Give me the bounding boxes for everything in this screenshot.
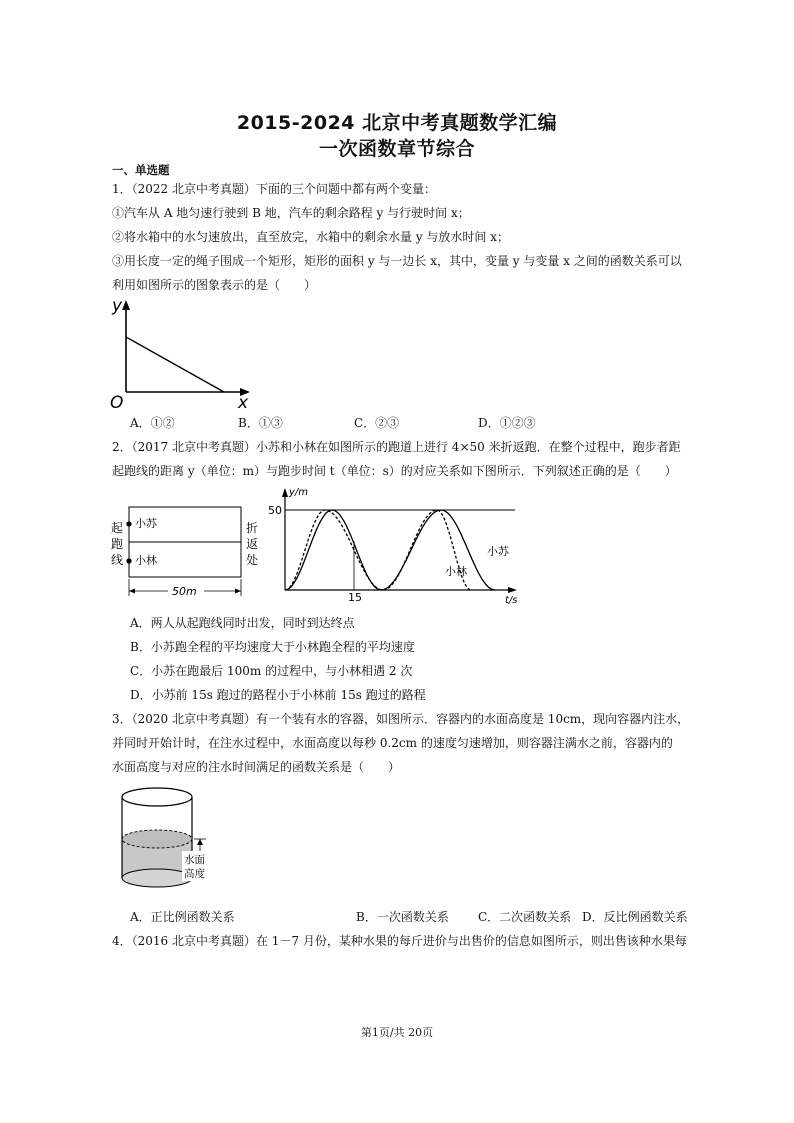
q3-line: 3．（2020 北京中考真题）有一个装有水的容器，如图所示．容器内的水面高度是 10cm，现向容器内注水， [112, 712, 690, 726]
dim-arrow [235, 589, 241, 594]
q1-line: ②将水箱中的水匀速放出，直至放完，水箱中的剩余水量 y 与放水时间 x； [112, 230, 509, 244]
x-tick-label: 15 [348, 591, 362, 604]
q2-graph [268, 483, 525, 607]
q1-option-a[interactable]: A．①② [130, 416, 175, 430]
y-axis-arrow [122, 300, 130, 310]
water-surface [122, 830, 192, 848]
runner1-dot [126, 521, 131, 526]
turn-label: 处 [246, 553, 259, 567]
page-subtitle: 一次函数章节综合 [318, 138, 475, 160]
q1-graph [104, 294, 260, 412]
q2-option-a[interactable]: A．两人从起跑线同时出发，同时到达终点 [130, 616, 355, 630]
length-label: 50m [172, 585, 197, 598]
y-tick-label: 50 [268, 504, 282, 517]
start-label: 跑 [111, 537, 124, 551]
series-xiaolin [285, 510, 471, 590]
q2-line: 2．（2017 北京中考真题）小苏和小林在如图所示的跑道上进行 4×50 米折返跑．在整个过程中，跑步者距 [112, 440, 681, 454]
x-axis-label: t/s [505, 595, 518, 606]
q1-line: ①汽车从 A 地匀速行驶到 B 地，汽车的剩余路程 y 与行驶时间 x； [112, 206, 470, 220]
y-axis-label: y [112, 296, 123, 316]
q3-line: 并同时开始计时，在注水过程中，水面高度以每秒 0.2cm 的速度匀速增加，则容器注满水之前，容器内的 [112, 736, 673, 750]
runner2-label: 小林 [135, 554, 157, 567]
page-footer: 第1页/共 20页 [360, 1026, 434, 1039]
height-label: 水面 [184, 854, 205, 866]
q1-line: 利用如图所示的图象表示的是（ ） [112, 278, 317, 292]
q3-option-c[interactable]: C．二次函数关系 [478, 910, 572, 924]
series-xiaosu [285, 510, 495, 590]
q1-line: 1．（2022 北京中考真题）下面的三个问题中都有两个变量： [112, 182, 436, 196]
container-bottom [122, 869, 192, 887]
q1-option-d[interactable]: D．①②③ [478, 416, 536, 430]
turn-label: 返 [246, 537, 259, 551]
y-axis-label: y/m [289, 487, 309, 498]
x-axis-arrow [508, 587, 517, 593]
q4-line: 4．（2016 北京中考真题）在 1－7 月份，某种水果的每斤进价与出售价的信息如图所示，则出售该种水果每 [112, 934, 687, 948]
runner1-label: 小苏 [135, 517, 157, 530]
container-top [122, 788, 192, 806]
container-figure [114, 784, 224, 898]
height-arrow [197, 839, 203, 845]
q3-line: 水面高度与对应的注水时间满足的函数关系是（ ） [112, 760, 401, 774]
q3-option-a[interactable]: A．正比例函数关系 [130, 910, 235, 924]
q3-option-b[interactable]: B．一次函数关系 [356, 910, 449, 924]
decreasing-line [126, 337, 224, 392]
q1-option-b[interactable]: B．①③ [238, 416, 283, 430]
q2-line: 起跑线的距离 y（单位：m）与跑步时间 t（单位：s）的对应关系如下图所示．下列叙述正确的是（ ） [112, 464, 677, 478]
page-title: 2015-2024 北京中考真题数学汇编 [236, 112, 558, 134]
q2-option-c[interactable]: C．小苏在跑最后 100m 的过程中，与小林相遇 2 次 [130, 664, 413, 678]
q1-line: ③用长度一定的绳子围成一个矩形，矩形的面积 y 与一边长 x，其中，变量 y 与变量 x 之间的函数关系可以 [112, 254, 682, 268]
q3-option-d[interactable]: D．反比例函数关系 [582, 910, 688, 924]
dim-arrow [129, 589, 135, 594]
runner2-dot [126, 558, 131, 563]
height-label: 高度 [184, 868, 205, 880]
q2-option-b[interactable]: B．小苏跑全程的平均速度大于小林跑全程的平均速度 [130, 640, 415, 654]
origin-label: O [110, 393, 124, 413]
x-axis-label: x [238, 393, 249, 413]
y-axis-arrow [282, 488, 288, 497]
track-figure [108, 500, 278, 606]
section-heading: 一、单选题 [112, 163, 170, 177]
q2-option-d[interactable]: D．小苏前 15s 跑过的路程小于小林前 15s 跑过的路程 [130, 688, 426, 702]
series-label-xiaolin: 小林 [445, 565, 467, 578]
turn-label: 折 [246, 521, 259, 535]
start-label: 起 [111, 521, 124, 535]
start-label: 线 [111, 553, 124, 567]
q1-option-c[interactable]: C．②③ [354, 416, 400, 430]
series-label-xiaosu: 小苏 [487, 545, 509, 558]
